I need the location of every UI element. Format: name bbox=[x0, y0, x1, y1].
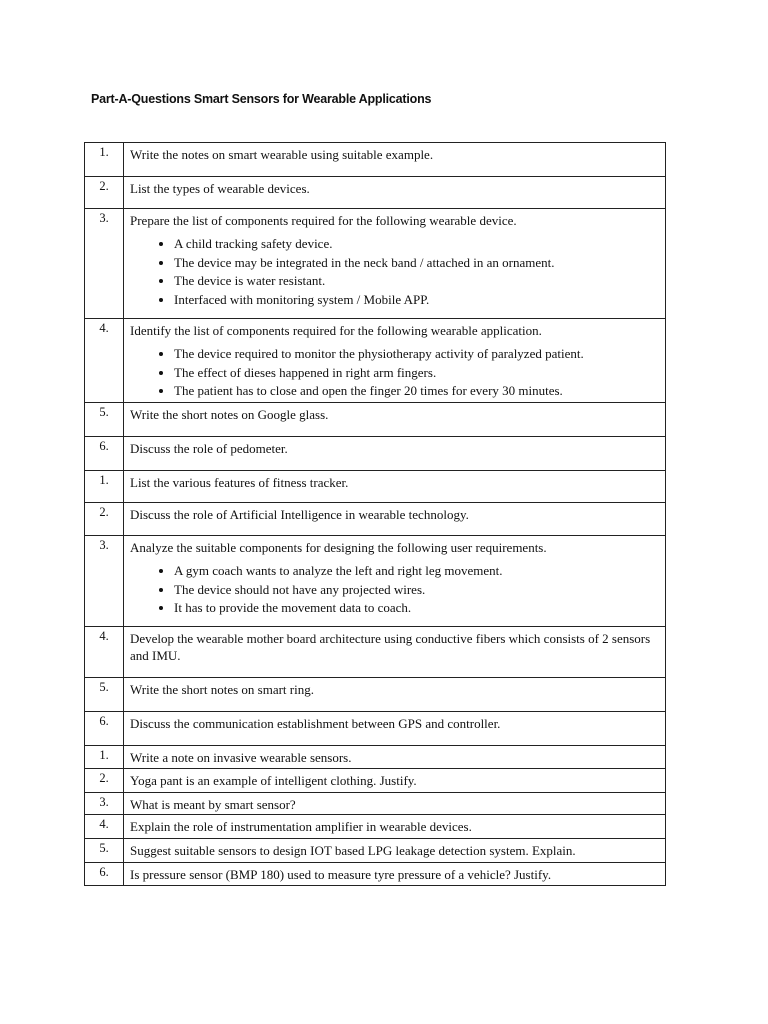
requirement-item: • The patient has to close and open the finger 20 times for every 30 minutes. bbox=[174, 382, 659, 401]
question-text: Is pressure sensor (BMP 180) used to measure tyre pressure of a vehicle? Justify. bbox=[130, 867, 552, 882]
question-text: List the types of wearable devices. bbox=[130, 181, 310, 196]
question-text: What is meant by smart sensor? bbox=[130, 797, 296, 812]
questions-table bbox=[84, 142, 666, 886]
requirement-list bbox=[130, 235, 659, 309]
question-row bbox=[85, 437, 666, 471]
question-cell bbox=[124, 746, 666, 769]
question-row bbox=[85, 319, 666, 403]
question-number: 1. bbox=[85, 471, 124, 503]
question-cell bbox=[124, 177, 666, 209]
question-number: 5. bbox=[85, 678, 124, 712]
question-row bbox=[85, 678, 666, 712]
question-text: Explain the role of instrumentation amplifier in wearable devices. bbox=[130, 819, 472, 834]
question-text: Write the short notes on smart ring. bbox=[130, 682, 314, 697]
question-row bbox=[85, 839, 666, 863]
question-cell bbox=[124, 437, 666, 471]
requirement-list bbox=[130, 345, 659, 401]
question-row bbox=[85, 769, 666, 793]
question-cell bbox=[124, 815, 666, 839]
question-text: Discuss the communication establishment between GPS and controller. bbox=[130, 716, 501, 731]
question-row bbox=[85, 536, 666, 627]
question-text: Develop the wearable mother board architecture using conductive fibers which consists of 2 sensors and IMU. bbox=[130, 631, 651, 663]
question-row bbox=[85, 712, 666, 746]
question-row bbox=[85, 627, 666, 678]
question-text: Suggest suitable sensors to design IOT based LPG leakage detection system. Explain. bbox=[130, 843, 576, 858]
question-cell bbox=[124, 769, 666, 793]
question-number: 4. bbox=[85, 815, 124, 839]
question-number: 4. bbox=[85, 319, 124, 403]
requirement-item: • A gym coach wants to analyze the left and right leg movement. bbox=[174, 562, 659, 581]
question-row bbox=[85, 209, 666, 319]
question-text: Prepare the list of components required for the following wearable device. bbox=[130, 213, 517, 228]
question-text: Write a note on invasive wearable sensors. bbox=[130, 750, 352, 765]
question-number: 6. bbox=[85, 712, 124, 746]
question-cell bbox=[124, 712, 666, 746]
question-text: Yoga pant is an example of intelligent clothing. Justify. bbox=[130, 773, 417, 788]
question-text: Discuss the role of pedometer. bbox=[130, 441, 288, 456]
question-number: 6. bbox=[85, 437, 124, 471]
question-cell bbox=[124, 143, 666, 177]
question-row bbox=[85, 177, 666, 209]
page-title: Part-A-Questions Smart Sensors for Wearable Applications bbox=[91, 92, 432, 106]
question-row bbox=[85, 746, 666, 769]
question-row bbox=[85, 471, 666, 503]
requirement-item: • Interfaced with monitoring system / Mobile APP. bbox=[174, 291, 659, 310]
question-number: 1. bbox=[85, 746, 124, 769]
question-number: 3. bbox=[85, 793, 124, 815]
question-number: 3. bbox=[85, 536, 124, 627]
question-text: Analyze the suitable components for designing the following user requirements. bbox=[130, 540, 547, 555]
question-number: 5. bbox=[85, 403, 124, 437]
requirement-item: • It has to provide the movement data to coach. bbox=[174, 599, 659, 618]
question-number: 4. bbox=[85, 627, 124, 678]
question-cell bbox=[124, 471, 666, 503]
question-number: 1. bbox=[85, 143, 124, 177]
question-cell bbox=[124, 403, 666, 437]
question-cell bbox=[124, 503, 666, 536]
question-number: 2. bbox=[85, 503, 124, 536]
question-number: 2. bbox=[85, 769, 124, 793]
question-text: Write the notes on smart wearable using suitable example. bbox=[130, 147, 434, 162]
question-cell bbox=[124, 319, 666, 403]
question-text: Discuss the role of Artificial Intelligence in wearable technology. bbox=[130, 507, 469, 522]
question-number: 2. bbox=[85, 177, 124, 209]
question-row bbox=[85, 815, 666, 839]
requirement-item: • The effect of dieses happened in right arm fingers. bbox=[174, 364, 659, 383]
question-cell bbox=[124, 793, 666, 815]
question-number: 6. bbox=[85, 863, 124, 886]
question-cell bbox=[124, 627, 666, 678]
question-text: Identify the list of components required for the following wearable application. bbox=[130, 323, 542, 338]
question-number: 3. bbox=[85, 209, 124, 319]
question-number: 5. bbox=[85, 839, 124, 863]
question-cell bbox=[124, 839, 666, 863]
question-row bbox=[85, 793, 666, 815]
question-row bbox=[85, 403, 666, 437]
question-cell bbox=[124, 863, 666, 886]
question-cell bbox=[124, 678, 666, 712]
question-cell bbox=[124, 209, 666, 319]
requirement-item: • The device is water resistant. bbox=[174, 272, 659, 291]
question-row bbox=[85, 863, 666, 886]
requirement-item: • The device required to monitor the physiotherapy activity of paralyzed patient. bbox=[174, 345, 659, 364]
question-cell bbox=[124, 536, 666, 627]
question-row bbox=[85, 143, 666, 177]
question-text: List the various features of fitness tracker. bbox=[130, 475, 349, 490]
requirement-item: • The device should not have any projected wires. bbox=[174, 581, 659, 600]
question-row bbox=[85, 503, 666, 536]
requirement-item: • A child tracking safety device. bbox=[174, 235, 659, 254]
requirement-item: • The device may be integrated in the neck band / attached in an ornament. bbox=[174, 254, 659, 273]
requirement-list bbox=[130, 562, 659, 618]
question-text: Write the short notes on Google glass. bbox=[130, 407, 329, 422]
